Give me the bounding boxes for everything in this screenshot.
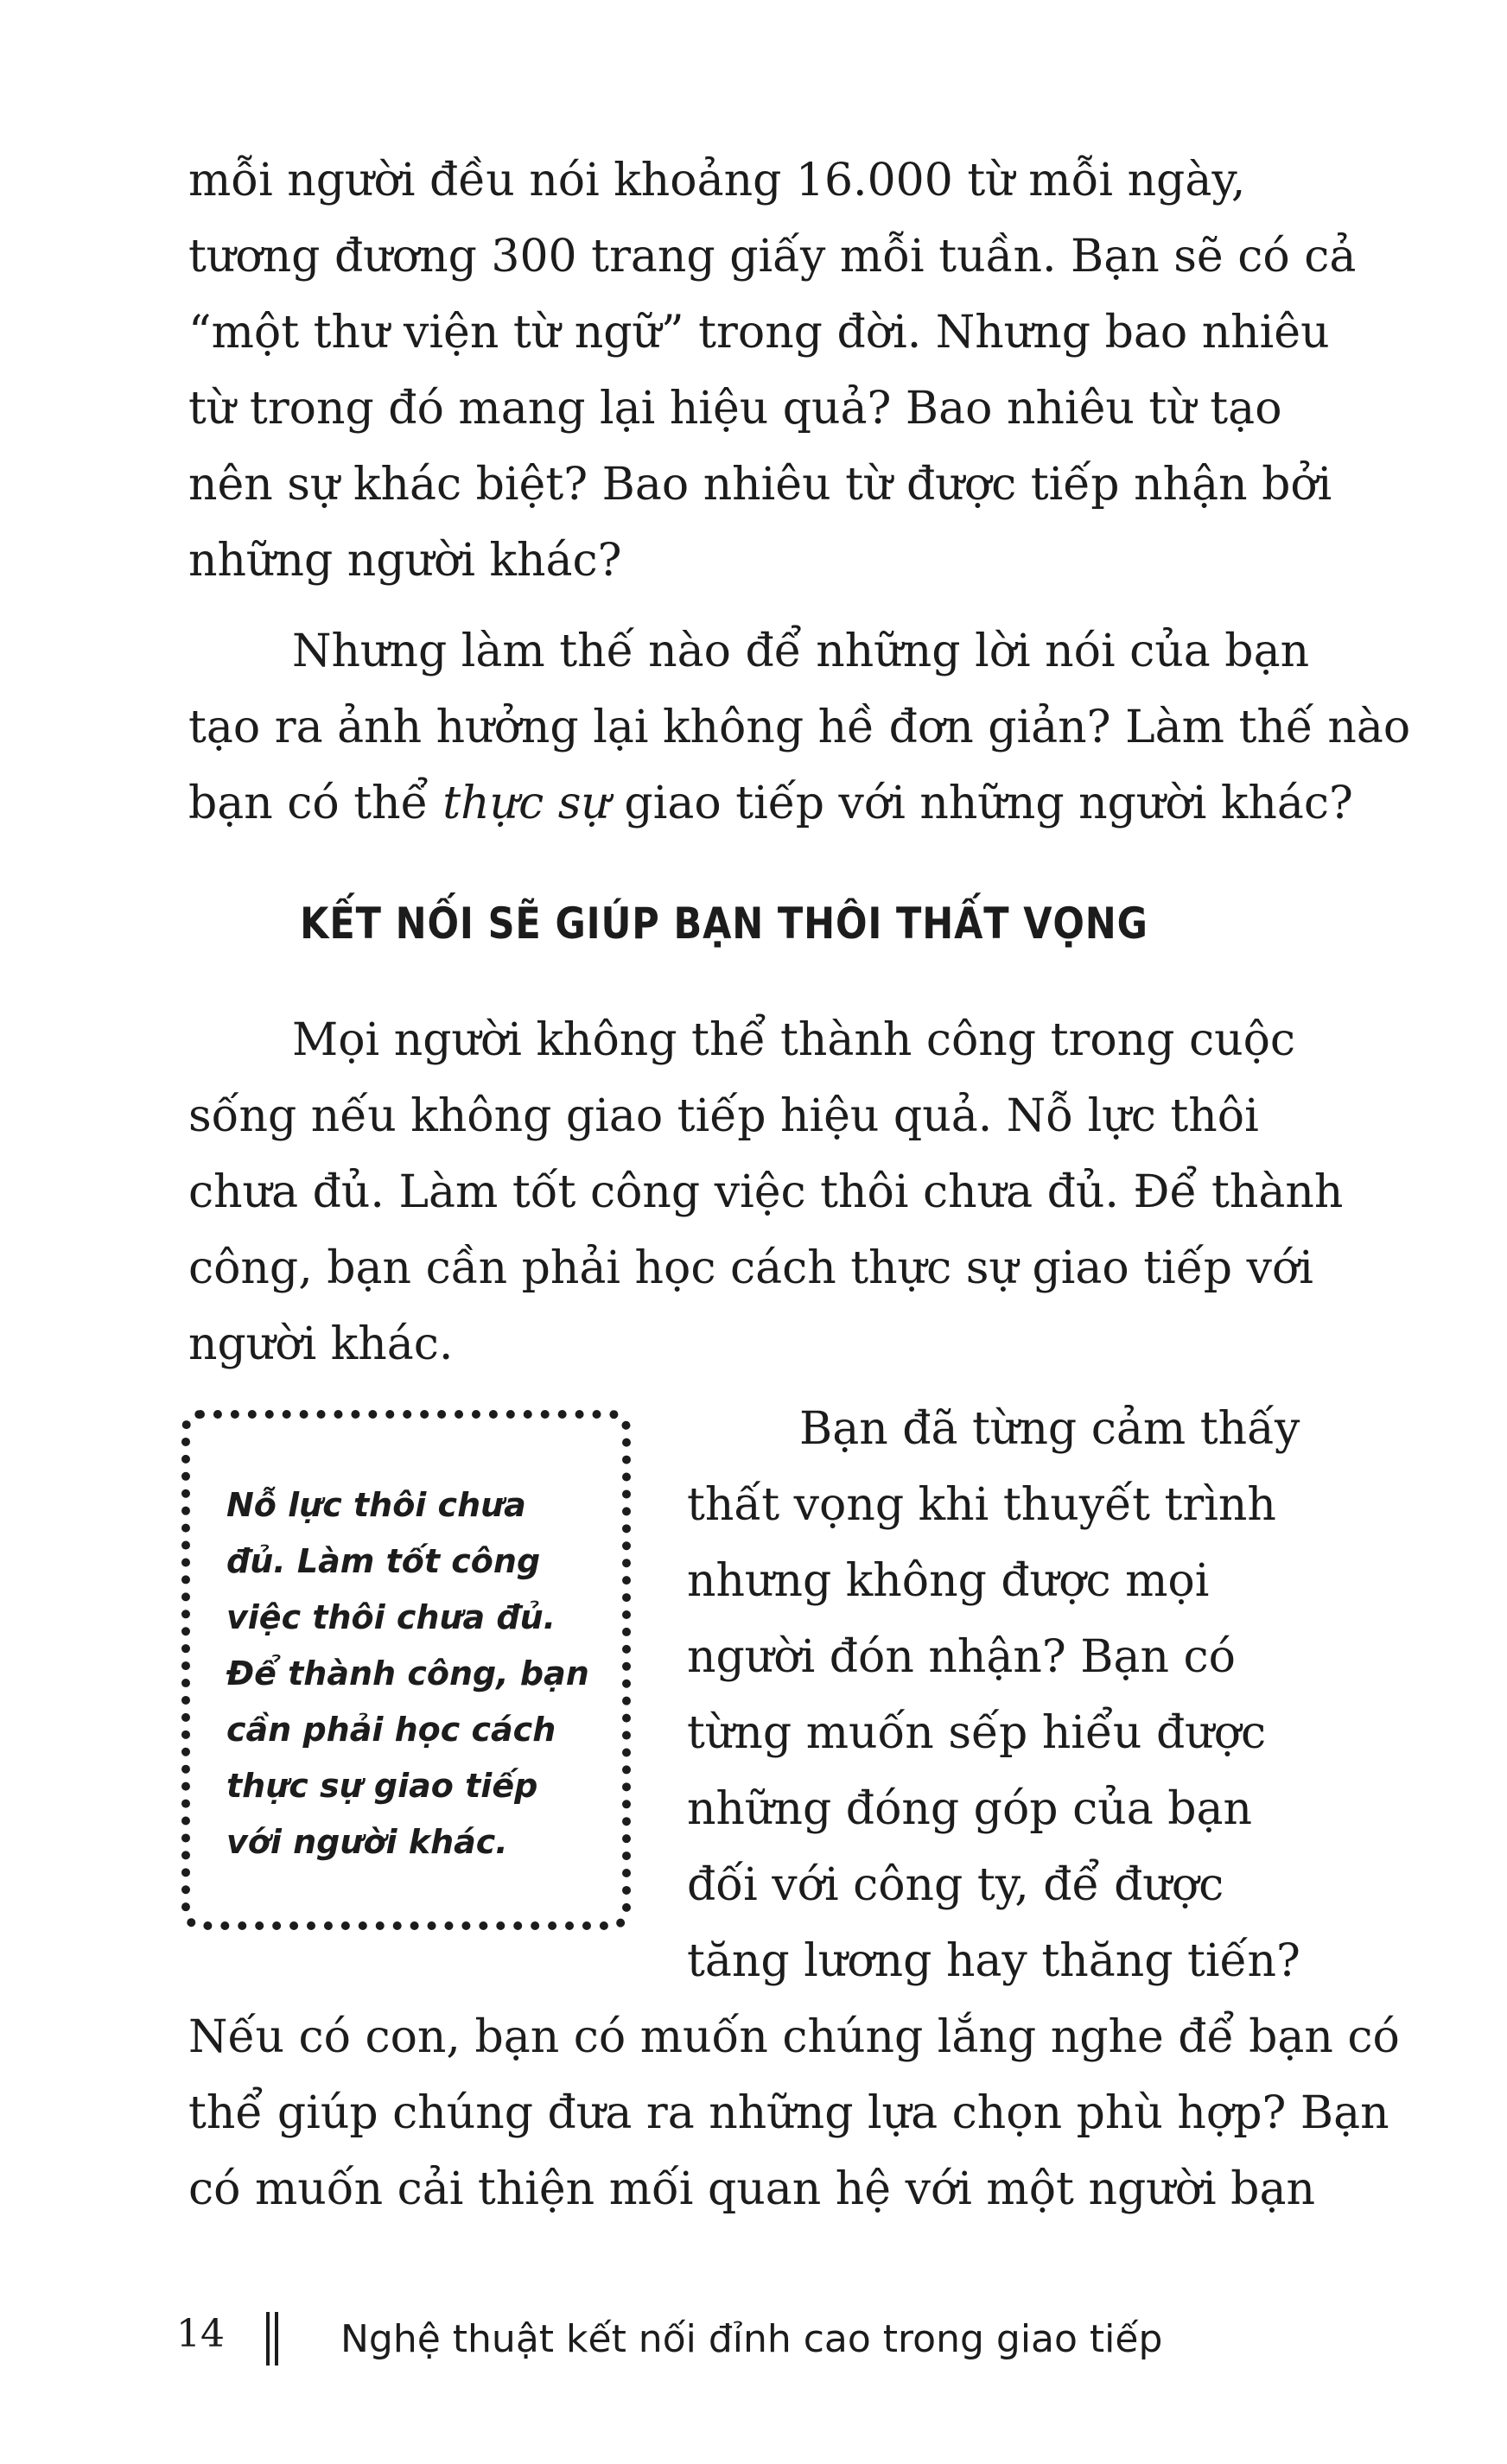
pull-quote-text [226, 1477, 615, 1870]
quote-line: với người khác. [226, 1823, 508, 1861]
text-line: Nếu có con, bạn có muốn chúng lắng nghe để bạn có [188, 2011, 1400, 2063]
paragraph-2 [188, 613, 1411, 841]
page-footer [176, 2307, 1300, 2376]
text-line: mỗi người đều nói khoảng 16.000 từ mỗi ngày, [188, 155, 1246, 206]
emphasis-text: thực sự [442, 778, 610, 829]
text-line: tăng lương hay thăng tiến? [687, 1935, 1300, 1987]
text-line: Bạn đã từng cảm thấy [799, 1403, 1300, 1455]
text-line: chưa đủ. Làm tốt công việc thôi chưa đủ. Để thành [188, 1166, 1344, 1218]
footer-divider [266, 2312, 270, 2366]
text-line: có muốn cải thiện mối quan hệ với một người bạn [188, 2163, 1315, 2215]
text-line: nhưng không được mọi [687, 1555, 1210, 1607]
paragraph-1 [188, 143, 1357, 599]
text-line: người đón nhận? Bạn có [687, 1631, 1236, 1683]
text-segment: giao tiếp với những người khác? [609, 778, 1353, 829]
footer-divider [275, 2312, 278, 2366]
quote-line: việc thôi chưa đủ. [226, 1598, 556, 1636]
text-line: những đóng góp của bạn [687, 1783, 1253, 1835]
text-segment: bạn có thể [188, 778, 443, 829]
quote-line: Để thành công, bạn [226, 1654, 589, 1692]
quote-line: đủ. Làm tốt công [226, 1542, 541, 1580]
text-line: công, bạn cần phải học cách thực sự giao tiếp với [188, 1242, 1313, 1294]
text-line: đối với công ty, để được [687, 1859, 1224, 1911]
text-line: Mọi người không thể thành công trong cuộc [292, 1014, 1296, 1066]
paragraph-4 [188, 1999, 1400, 2227]
text-line: tạo ra ảnh hưởng lại không hề đơn giản? Làm thế nào [188, 702, 1411, 753]
text-line: từng muốn sếp hiểu được [687, 1707, 1267, 1759]
quote-line: thực sự giao tiếp [226, 1767, 538, 1805]
text-line: thể giúp chúng đưa ra những lựa chọn phù hợp? Bạn [188, 2087, 1389, 2139]
section-heading: KẾT NỐI SẼ GIÚP BẠN THÔI THẤT VỌNG [300, 899, 1148, 949]
text-line: người khác. [188, 1318, 454, 1370]
side-paragraph [687, 1391, 1300, 1999]
text-line: từ trong đó mang lại hiệu quả? Bao nhiêu từ tạo [188, 383, 1282, 435]
quote-line: Nỗ lực thôi chưa [226, 1486, 526, 1524]
text-line: tương đương 300 trang giấy mỗi tuần. Bạn sẽ có cả [188, 231, 1357, 283]
text-line [188, 765, 1353, 841]
text-line: sống nếu không giao tiếp hiệu quả. Nỗ lực thôi [188, 1090, 1259, 1142]
text-line: “một thư viện từ ngữ” trong đời. Nhưng bao nhiêu [188, 307, 1330, 359]
paragraph-3 [188, 1002, 1344, 1382]
quote-line: cần phải học cách [226, 1711, 556, 1749]
page-number: 14 [176, 2312, 225, 2356]
running-title: Nghệ thuật kết nối đỉnh cao trong giao tiếp [340, 2317, 1163, 2361]
text-line: nên sự khác biệt? Bao nhiêu từ được tiếp nhận bởi [188, 459, 1332, 511]
text-line: Nhưng làm thế nào để những lời nói của bạn [292, 626, 1310, 677]
text-line: thất vọng khi thuyết trình [687, 1479, 1276, 1531]
text-line: những người khác? [188, 535, 622, 587]
